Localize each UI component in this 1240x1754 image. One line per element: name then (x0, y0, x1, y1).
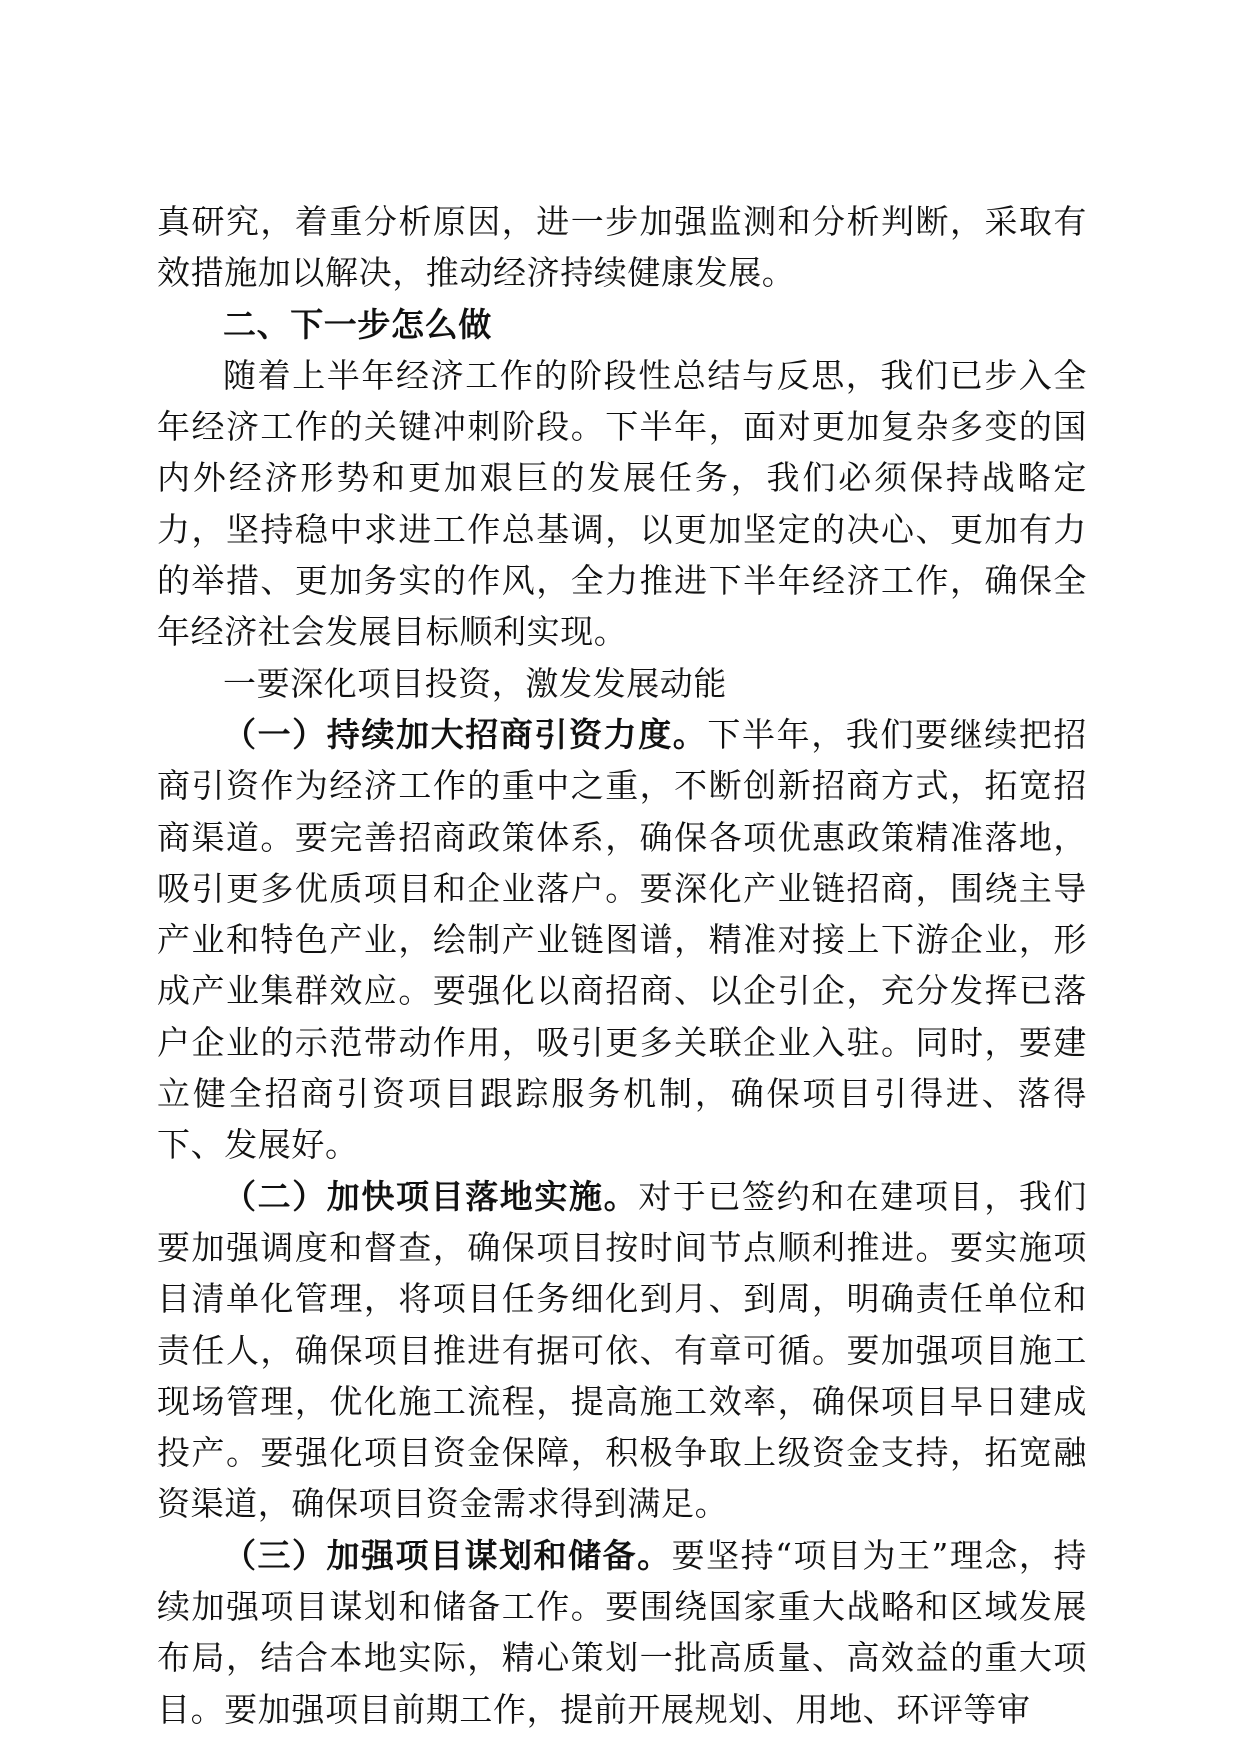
item-3-lead: （三）加强项目谋划和储备。 (223, 1535, 672, 1575)
item-3-body: 要坚持“项目为王”理念，持续加强项目谋划和储备工作。要围绕国家重大战略和区域发展布局，结合本地实际，精心策划一批高质量、高效益的重大项目。要加强项目前期工作，提前开展规划、用地、环评等审 (157, 1535, 1087, 1729)
item-2-body: 对于已签约和在建项目，我们要加强调度和督查，确保项目按时间节点顺利推进。要实施项目清单化管理，将项目任务细化到月、到周，明确责任单位和责任人，确保项目推进有据可依、有章可循。要加强项目施工现场管理，优化施工流程，提高施工效率，确保项目早日建成投产。要强化项目资金保障，积极争取上级资金支持，拓宽融资渠道，确保项目资金需求得到满足。 (157, 1176, 1087, 1524)
item-2-lead: （二）加快项目落地实施。 (223, 1176, 639, 1216)
document-body (157, 196, 1087, 1735)
item-1-body: 下半年，我们要继续把招商引资作为经济工作的重中之重，不断创新招商方式，拓宽招商渠道。要完善招商政策体系，确保各项优惠政策精准落地，吸引更多优质项目和企业落户。要深化产业链招商，围绕主导产业和特色产业，绘制产业链图谱，精准对接上下游企业，形成产业集群效应。要强化以商招商、以企引企，充分发挥已落户企业的示范带动作用，吸引更多关联企业入驻。同时，要建立健全招商引资项目跟踪服务机制，确保项目引得进、落得下、发展好。 (157, 714, 1087, 1165)
paragraph-continuation: 真研究，着重分析原因，进一步加强监测和分析判断，采取有效措施加以解决，推动经济持续健康发展。 (157, 202, 1087, 293)
item-1-lead: （一）持续加大招商引资力度。 (223, 714, 708, 754)
paragraph-intro: 随着上半年经济工作的阶段性总结与反思，我们已步入全年经济工作的关键冲刺阶段。下半年，面对更加复杂多变的国内外经济形势和更加艰巨的发展任务，我们必须保持战略定力，坚持稳中求进工作总基调，以更加坚定的决心、更加有力的举措、更加务实的作风，全力推进下半年经济工作，确保全年经济社会发展目标顺利实现。 (157, 355, 1087, 652)
section-heading: 二、下一步怎么做 (223, 304, 492, 344)
paragraph-item-1 (157, 709, 1087, 1171)
subsection-title: 一要深化项目投资，激发发展动能 (223, 663, 727, 703)
paragraph-item-2 (157, 1171, 1087, 1530)
paragraph-item-3 (157, 1530, 1087, 1735)
